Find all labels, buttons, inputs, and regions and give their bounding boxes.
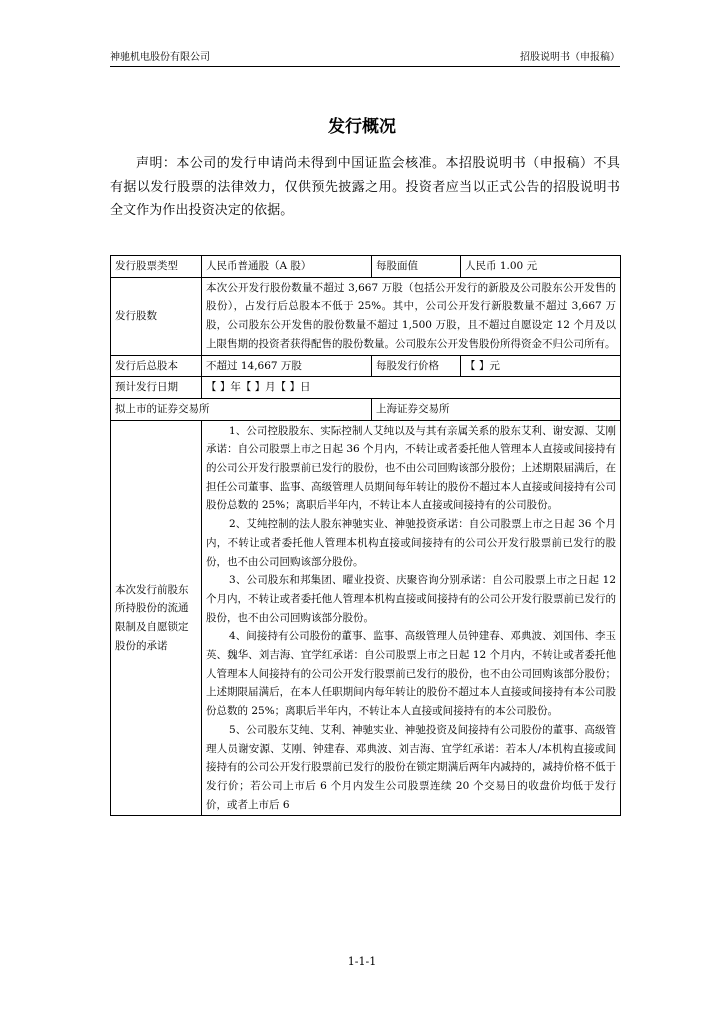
commitment-paragraph: 4、间接持有公司股份的董事、监事、高级管理人员钟建春、邓典波、刘国伟、李玉英、魏华、刘吉海、宜学红承诺：自公司股票上市之日起 12 个月内，不转让或者委托他人管理本人间接持有的公司公开发行股票前已发行的股份，也不由公司回购该部分股份；上述期限届满后，在本人任职期间内每年转让的股份不超过本人直接或间接持有本公司股份总数的 25%；离职后半年内，不转让本人直接或间接持有的本公司股份。	[206, 630, 617, 718]
exchange-value: 上海证券交易所	[372, 398, 621, 420]
table-row	[111, 256, 621, 278]
section-title: 发行概况	[328, 117, 396, 137]
par-value-value: 人民币 1.00 元	[461, 256, 621, 278]
offering-overview-table	[110, 255, 621, 816]
header-doc-title: 招股说明书（申报稿）	[520, 52, 620, 63]
issue-price-label: 每股发行价格	[372, 355, 461, 377]
issue-date-value: 【 】年【 】月【 】日	[202, 377, 621, 399]
issue-date-label: 预计发行日期	[111, 377, 202, 399]
shares-label: 发行股数	[111, 277, 202, 355]
table-row	[111, 355, 621, 377]
table-row	[111, 377, 621, 399]
stock-type-value: 人民币普通股（A 股）	[202, 256, 372, 278]
commitment-paragraph: 5、公司股东艾纯、艾利、神驰实业、神驰投资及间接持有公司股份的董事、高级管理人员谢安源、艾刚、钟建春、邓典波、刘吉海、宜学红承诺：若本人/本机构直接或间接持有的公司公开发行股票前已发行的股份在锁定期满后两年内减持的，减持价格不低于发行价；若公司上市后 6 个月内发生公司股票连续 20 个交易日的收盘价均低于发行价，或者上市后 6	[206, 723, 617, 811]
table-row	[111, 398, 621, 420]
commitment-paragraph: 1、公司控股股东、实际控制人艾纯以及与其有亲属关系的股东艾利、谢安源、艾刚承诺：自公司股票上市之日起 36 个月内，不转让或者委托他人管理本人直接或间接持有的公司公开发行股票前已发行的股份，也不由公司回购该部分股份；上述期限届满后，在担任公司董事、监事、高级管理人员期间每年转让的股份不超过本人直接或间接持有公司股份总数的 25%；离职后半年内，不转让本人直接或间接持有的公司股份。	[206, 424, 617, 512]
shares-value: 本次公开发行股份数量不超过 3,667 万股（包括公开发行的新股及公司股东公开发售的股份），占发行后总股本不低于 25%。其中，公司公开发行新股数量不超过 3,667 万股，公司股东公开发售的股份数量不超过 1,500 万股，且不超过自愿设定 12 个月及以上限售期的投资者获得配售的股份数量。公司股东公开发售股份所得资金不归公司所有。	[202, 277, 621, 355]
stock-type-label: 发行股票类型	[111, 256, 202, 278]
exchange-label: 拟上市的证券交易所	[111, 398, 372, 420]
page-number: 1-1-1	[347, 955, 377, 968]
total-shares-value: 不超过 14,667 万股	[202, 355, 372, 377]
commitment-paragraph: 2、艾纯控制的法人股东神驰实业、神驰投资承诺：自公司股票上市之日起 36 个月内，不转让或者委托他人管理本机构直接或间接持有的公司公开发行股票前已发行的股份，也不由公司回购该部分股份。	[206, 518, 617, 568]
commitment-paragraph: 3、公司股东和邦集团、曜业投资、庆聚咨询分别承诺：自公司股票上市之日起 12 个月内，不转让或者委托他人管理本机构直接或间接持有的公司公开发行股票前已发行的股份，也不由公司回购该部分股份。	[206, 574, 617, 624]
commitments-label: 本次发行前股东所持股份的流通限制及自愿锁定股份的承诺	[111, 420, 202, 816]
issue-price-value: 【 】元	[461, 355, 621, 377]
table-row	[111, 277, 621, 355]
page-header	[110, 52, 620, 67]
par-value-label: 每股面值	[372, 256, 461, 278]
table-row	[111, 420, 621, 816]
disclaimer-statement: 声明：本公司的发行申请尚未得到中国证监会核准。本招股说明书（申报稿）不具有据以发行股票的法律效力，仅供预先披露之用。投资者应当以正式公告的招股说明书全文作为作出投资决定的依据。	[110, 156, 620, 218]
header-company: 神驰机电股份有限公司	[110, 52, 210, 63]
commitments-value	[202, 420, 621, 816]
total-shares-label: 发行后总股本	[111, 355, 202, 377]
